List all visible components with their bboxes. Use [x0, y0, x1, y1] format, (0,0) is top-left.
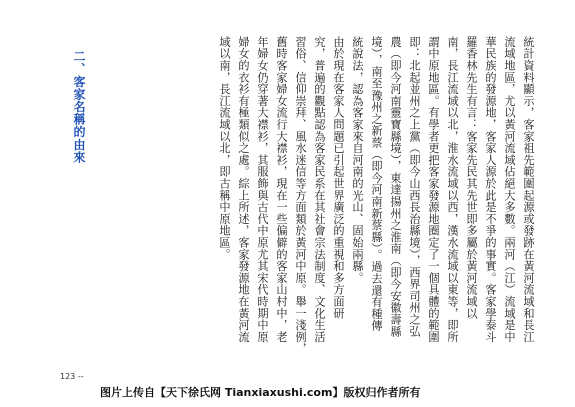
text-column: 由於現在客家人問題已引起世界廣泛的重視和多方面研 [332, 36, 345, 320]
text-column: 習俗、信仰崇拜、風水迷信等方面類於黃河中原。舉一淺例， [294, 36, 307, 355]
footer-watermark-text: 图片上传自【天下徐氏网 Tianxiaxushi.com】版权归作者所有 [100, 386, 421, 399]
text-column: 華民族的發源地，客家人源於此是不爭的事實。客家學泰斗 [484, 36, 497, 343]
text-column: 流域地區，尤以黃河流域佔絕大多數。兩河（江）流域是中 [503, 36, 516, 343]
text-column: 域以南，長江流域以北，即古稱中原地區。 [218, 36, 231, 261]
text-column: 究，普遍的觀點認為客家民系在其社會宗法制度、文化生活 [313, 36, 326, 343]
text-column: 謂中原地區。有學者更把客家發源地圈定了一個具體的範圍 [427, 36, 440, 343]
text-column: 舊時客家婦女流行大襟衫，現在一些偏僻的客家山村中，老 [275, 36, 288, 343]
section-heading: 二、客家名稱的由來 [72, 50, 86, 164]
text-column: 年婦女仍穿著大襟衫，其服飾與古代中原尤其宋代時期中原 [256, 36, 269, 343]
text-column: 境），南至豫州之新蔡（即今河南新蔡縣）。過去還有種傳 [370, 36, 383, 332]
text-column: 婦女的衣衫有極類似之處。綜上所述，客家發源地在黃河流 [237, 36, 250, 343]
text-column: 統說法，認為客家來自河南的光山、固始兩縣。 [351, 36, 364, 284]
text-column: 南，長江流域以北，淮水流域以西，漢水流域以東等，即所 [446, 36, 459, 343]
text-column: 統計資料顯示，客家祖先範圍起源或發跡在黃河流域和長江 [522, 36, 535, 343]
text-column: 即：北起並州之上黨（即今山西長治縣境），西界司州之弘 [408, 36, 421, 338]
page-number: 123 -- [60, 372, 84, 381]
text-column: 羅香林先生有言：客家先民其先世即多屬於黃河流域以 [465, 36, 478, 320]
text-column: 農（即今河南靈寶縣境），東達揚州之淮南（即今安徽壽縣 [389, 36, 402, 338]
